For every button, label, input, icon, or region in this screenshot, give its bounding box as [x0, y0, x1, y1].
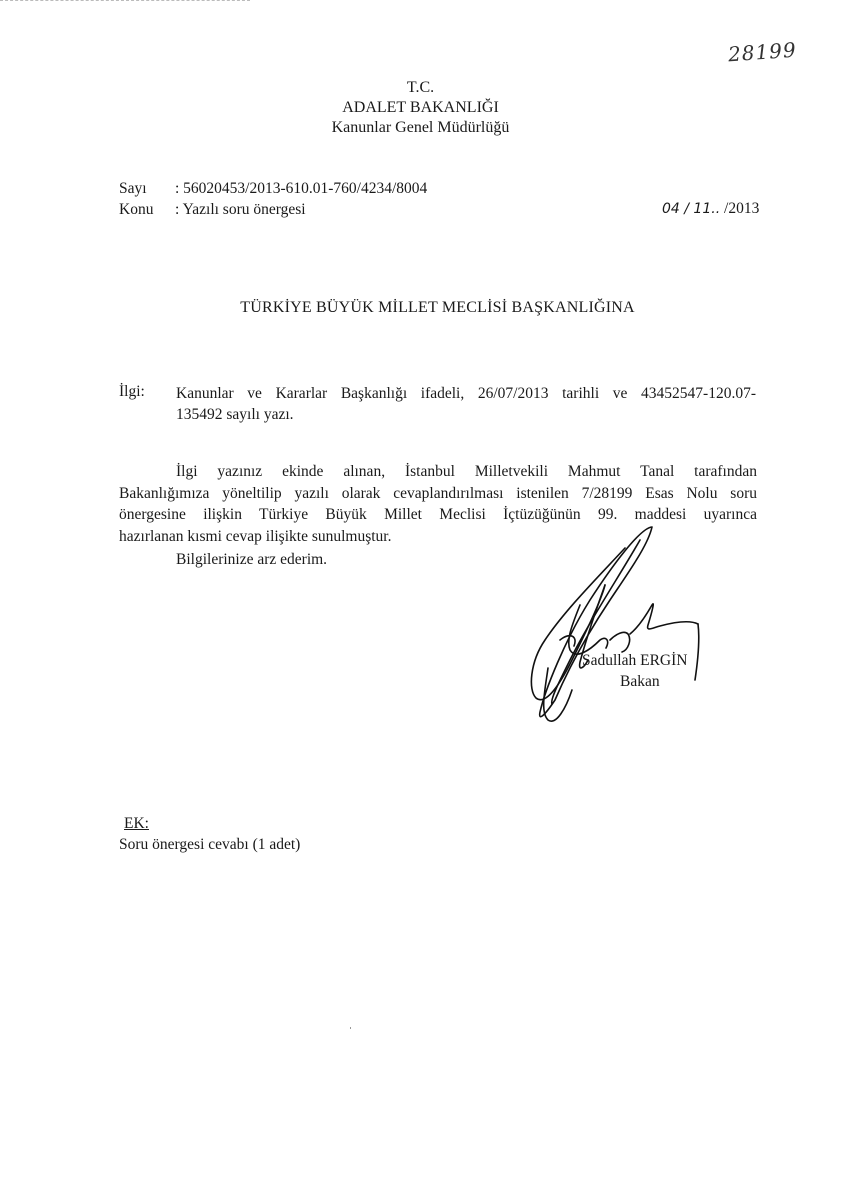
- signer-name: Sadullah ERGİN: [582, 652, 688, 669]
- scan-speck: [350, 1027, 351, 1029]
- body-line-2: Bakanlığımıza yöneltilip yazılı olarak cevaplandırılması istenilen 7/28199 Esas Nolu soru: [119, 484, 757, 502]
- konu-row: [119, 201, 306, 219]
- document-date: [662, 200, 759, 218]
- body-line-1: İlgi yazınız ekinde alınan, İstanbul Milletvekili Mahmut Tanal tarafından: [176, 463, 757, 480]
- ilgi-line-2: 135492 sayılı yazı.: [176, 406, 294, 423]
- scan-edge-mark: [0, 0, 250, 3]
- closing-phrase: Bilgilerinize arz ederim.: [176, 551, 328, 568]
- attachment-item: Soru önergesi cevabı (1 adet): [119, 836, 301, 853]
- konu-value: : Yazılı soru önergesi: [175, 201, 306, 218]
- attachments-label: EK:: [124, 815, 149, 832]
- body-line-3: önergesine ilişkin Türkiye Büyük Millet Meclisi İçtüzüğünün 99. maddesi uyarınca: [119, 506, 757, 523]
- date-year: /2013: [720, 200, 760, 217]
- konu-label: Konu: [119, 201, 154, 218]
- date-handwritten-part: 04 / 11..: [662, 201, 721, 217]
- sayi-label: Sayı: [119, 180, 147, 197]
- ilgi-label: İlgi:: [119, 383, 145, 400]
- body-paragraph: [119, 461, 757, 547]
- signer-title: Bakan: [620, 673, 660, 690]
- body-line-4: hazırlanan kısmi cevap ilişikte sunulmuştur.: [119, 527, 392, 545]
- letterhead: [0, 78, 841, 138]
- recipient-line: TÜRKİYE BÜYÜK MİLLET MECLİSİ BAŞKANLIĞINA: [240, 299, 635, 316]
- letterhead-country: T.C.: [406, 79, 435, 96]
- sayi-row: [119, 180, 427, 198]
- ilgi-reference: [176, 383, 756, 425]
- letterhead-ministry: ADALET BAKANLIĞI: [342, 99, 499, 116]
- letterhead-department: Kanunlar Genel Müdürlüğü: [331, 119, 510, 136]
- handwritten-registry-number: 28199: [727, 37, 798, 67]
- sayi-value: : 56020453/2013-610.01-760/4234/8004: [175, 180, 428, 197]
- ilgi-line-1: Kanunlar ve Kararlar Başkanlığı ifadeli, 26/07/2013 tarihli ve 43452547-120.07-: [176, 385, 756, 402]
